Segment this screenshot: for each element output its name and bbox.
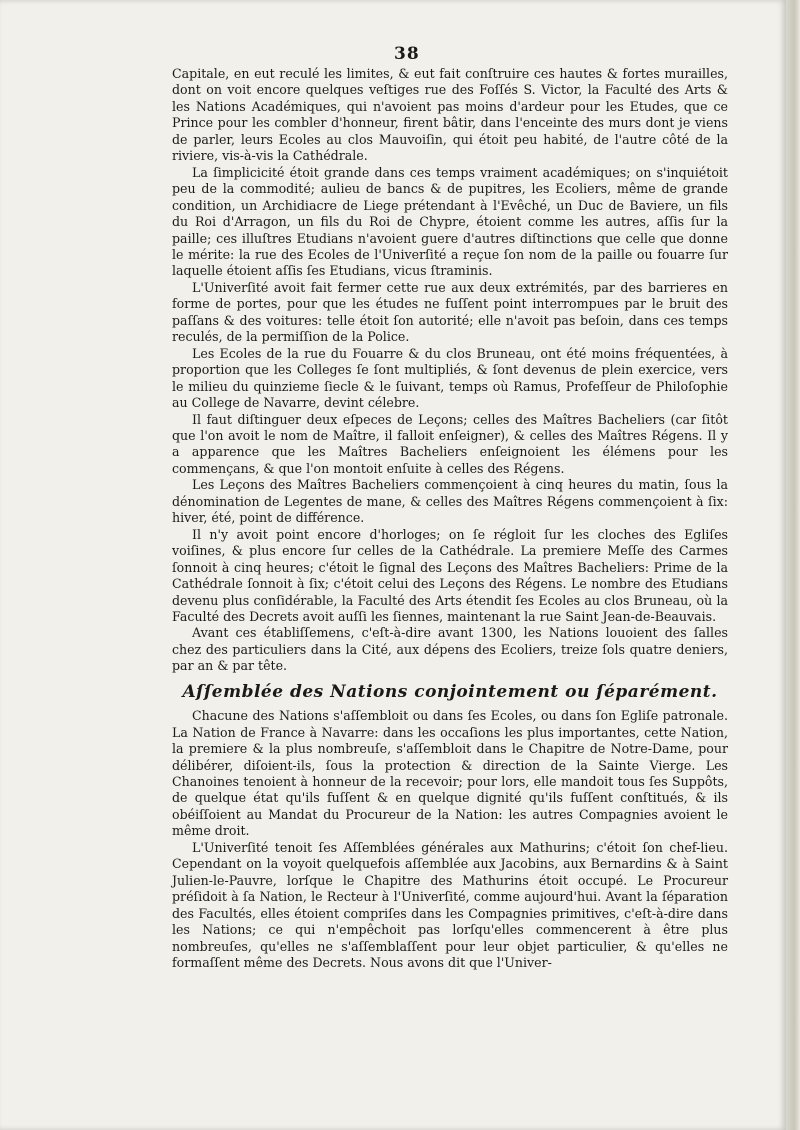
paragraph-10: L'Univerſité tenoit ſes Aſſemblées générales aux Mathurins; c'étoit ſon chef-lieu. Cependant on la voyoit quelquefois aſſemblée aux Jacobins, aux Bernardins & à Saint Julien-le-Pauvre, lorſque le Chapitre des Mathurins étoit occupé. Le Procureur préſidoit à ſa Nation, le Recteur à l'Univerſité, comme aujourd'hui. Avant la ſéparation des Facultés, elles étoient compriſes dans les Compagnies primitives, c'eſt-à-dire dans les Nations; ce qui n'empêchoit pas lorſqu'elles commencerent à être plus nombreuſes, qu'elles ne s'aſſemblaſſent pour leur objet particulier, & qu'elles ne formaſſent même des Decrets. Nous avons dit que l'Univer- xyxy=(172,839,728,971)
page-number: 38 xyxy=(394,44,420,64)
body-text xyxy=(172,66,728,971)
paragraph-5: Il faut diſtinguer deux eſpeces de Leçons; celles des Maîtres Bacheliers (car ſitôt que l'on avoit le nom de Maître, il falloit enſeigner), & celles des Maîtres Régens. Il y a apparence que les Maîtres Bacheliers enſeignoient les élémens pour les commençans, & que l'on montoit enſuite à celles des Régens. xyxy=(172,411,728,476)
paragraph-3: L'Univerſité avoit fait fermer cette rue aux deux extrémités, par des barrieres en forme de portes, pour que les études ne fuſſent point interrompues par le bruit des paſſans & des voitures: telle étoit ſon autorité; elle n'avoit pas beſoin, dans ces temps reculés, de la permiſſion de la Police. xyxy=(172,279,728,345)
paragraph-9: Chacune des Nations s'aſſembloit ou dans ſes Ecoles, ou dans ſon Egliſe patronale. La Nation de France à Navarre: dans les occaſions les plus importantes, cette Nation, la premiere & la plus nombreuſe, s'aſſembloit dans le Chapitre de Notre-Dame, pour délibérer, diſoient-ils, ſous la protection & direction de la Sainte Vierge. Les Chanoines tenoient à honneur de la recevoir; pour lors, elle mandoit tous ſes Suppôts, de quelque état qu'ils fuſſent & en quelque dignité qu'ils fuſſent conſtitués, & ils obéiſſoient au Mandat du Procureur de la Nation: les autres Compagnies avoient le même droit. xyxy=(172,708,728,839)
paragraph-2: La ſimplicicité étoit grande dans ces temps vraiment académiques; on s'inquiétoit peu de la commodité; aulieu de bancs & de pupitres, les Ecoliers, même de grande condition, un Archidiacre de Liege prétendant à l'Evêché, un Duc de Baviere, un fils du Roi d'Arragon, un fils du Roi de Chypre, étoient comme les autres, aſſis ſur la paille; ces illuſtres Etudians n'avoient guere d'autres diſtinctions que celle que donne le mérite: la rue des Ecoles de l'Univerſité a reçue ſon nom de la paille ou fouarre ſur laquelle étoient aſſis ſes Etudians, vicus ſtraminis. xyxy=(172,164,728,279)
paragraph-6: Les Leçons des Maîtres Bacheliers commençoient à cinq heures du matin, ſous la dénomination de Legentes de mane, & celles des Maîtres Régens commençoient à ſix: hiver, été, point de différence. xyxy=(172,477,728,526)
paragraph-8: Avant ces établiſſemens, c'eſt-à-dire avant 1300, les Nations louoient des ſalles chez des particuliers dans la Cité, aux dépens des Ecoliers, treize ſols quatre deniers, par an & par tête. xyxy=(172,625,728,674)
section-heading: Aſſemblée des Nations conjointement ou ſéparément. xyxy=(182,681,718,702)
paragraph-4: Les Ecoles de la rue du Fouarre & du clos Bruneau, ont été moins fréquentées, à proportion que les Colleges ſe ſont multipliés, & ſont devenus de plein exercice, vers le milieu du quinzieme ſiecle & le ſuivant, temps où Ramus, Profeſſeur de Philoſophie au College de Navarre, devint célebre. xyxy=(172,345,728,411)
paragraph-1: Capitale, en eut reculé les limites, & eut fait conſtruire ces hautes & fortes murailles, dont on voit encore quelques veſtiges rue des Foſſés S. Victor, la Faculté des Arts & les Nations Académiques, qui n'avoient pas moins d'ardeur pour les Etudes, que ce Prince pour les combler d'honneur, firent bâtir, dans l'enceinte des murs dont je viens de parler, leurs Ecoles au clos Mauvoiſin, qui étoit peu habité, de l'autre côté de la riviere, vis-à-vis la Cathédrale. xyxy=(172,66,728,164)
page-edge xyxy=(786,0,800,1130)
paragraph-7: Il n'y avoit point encore d'horloges; on ſe régloit ſur les cloches des Egliſes voiſines, & plus encore ſur celles de la Cathédrale. La premiere Meſſe des Carmes ſonnoit à cinq heures; c'étoit le ſignal des Leçons des Maîtres Bacheliers: Prime de la Cathédrale ſonnoit à ſix; c'étoit celui des Leçons des Régens. Le nombre des Etudians devenu plus conſidérable, la Faculté des Arts étendit ſes Ecoles au clos Bruneau, où la Faculté des Decrets avoit auſſi les ſiennes, maintenant la rue Saint Jean-de-Beauvais. xyxy=(172,526,728,624)
